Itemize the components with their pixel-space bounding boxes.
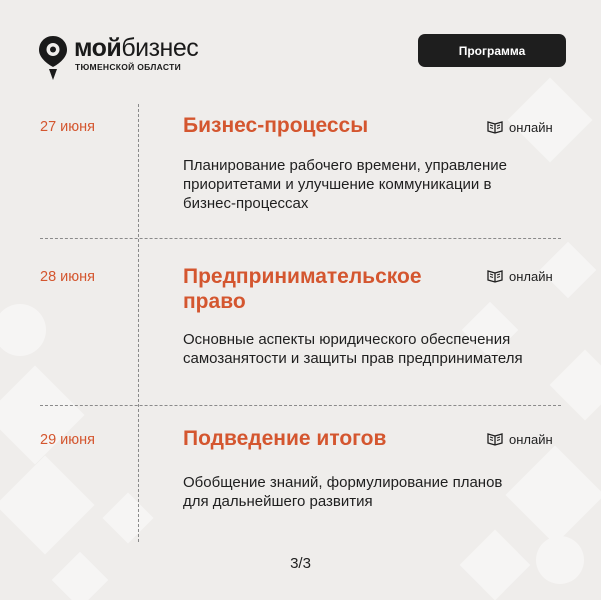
session-date: 29 июня — [40, 432, 95, 448]
program-button[interactable]: Программа — [418, 34, 566, 67]
session-date: 27 июня — [40, 119, 95, 135]
session-mode-label: онлайн — [509, 431, 553, 447]
laptop-book-icon — [486, 268, 504, 284]
session-title: Бизнес-процессы — [183, 114, 369, 137]
session-title: Подведение итогов — [183, 427, 387, 450]
laptop-book-icon — [486, 431, 504, 447]
session-mode — [486, 118, 553, 136]
map-pin-icon — [38, 35, 68, 81]
session-description: Основные аспекты юридического обеспечения самозанятости и защиты прав предпринимателя — [183, 331, 523, 367]
timeline-divider — [138, 104, 139, 542]
session-description: Обобщение знаний, формулирование планов для дальнейшего развития — [183, 474, 503, 510]
brand-region: ТЮМЕНСКОЙ ОБЛАСТИ — [75, 62, 181, 72]
session-title: Предпринимательское право — [183, 265, 422, 313]
page-counter: 3/3 — [290, 555, 311, 572]
session-description: Планирование рабочего времени, управление приоритетами и улучшение коммуникации в бизнес-процессах — [183, 157, 507, 212]
brand-logo — [38, 32, 228, 84]
session-mode-label: онлайн — [509, 268, 553, 284]
brand-name: мойбизнес — [74, 34, 199, 62]
session-date: 28 июня — [40, 269, 95, 285]
session-mode — [486, 430, 553, 448]
laptop-book-icon — [486, 119, 504, 135]
row-divider — [40, 238, 561, 239]
row-divider — [40, 405, 561, 406]
session-mode-label: онлайн — [509, 119, 553, 135]
session-mode — [486, 267, 553, 285]
